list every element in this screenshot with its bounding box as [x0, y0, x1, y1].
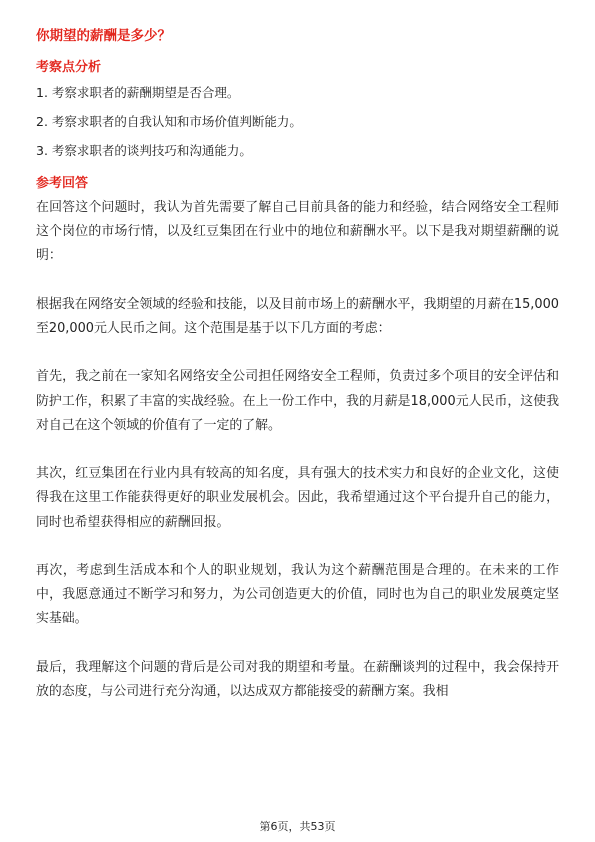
answer-paragraph-4: 其次，红豆集团在行业内具有较高的知名度，具有强大的技术实力和良好的企业文化，这使得我在这里工作能获得更好的职业发展机会。因此，我希望通过这个平台提升自己的能力，同时也希望获得相应的薪酬回报。 — [36, 466, 559, 530]
answer-paragraph-1: 在回答这个问题时，我认为首先需要了解自己目前具备的能力和经验，结合网络安全工程师这个岗位的市场行情，以及红豆集团在行业中的地位和薪酬水平。以下是我对期望薪酬的说明： — [36, 200, 559, 264]
answer-paragraph-3: 首先，我之前在一家知名网络安全公司担任网络安全工程师，负责过多个项目的安全评估和防护工作，积累了丰富的实战经验。在上一份工作中，我的月薪是18,000元人民币，这使我对自己在这个领域的价值有了一定的了解。 — [36, 369, 559, 433]
analysis-point-3: 3. 考察求职者的谈判技巧和沟通能力。 — [36, 143, 252, 158]
page-number-footer: 第6页，共53页 — [259, 820, 336, 833]
reference-answer — [36, 196, 559, 704]
analysis-heading: 考察点分析 — [36, 60, 102, 75]
answer-paragraph-5: 再次，考虑到生活成本和个人的职业规划，我认为这个薪酬范围是合理的。在未来的工作中，我愿意通过不断学习和努力，为公司创造更大的价值，同时也为自己的职业发展奠定坚实基础。 — [36, 562, 559, 627]
analysis-point-1: 1. 考察求职者的薪酬期望是否合理。 — [36, 85, 240, 100]
answer-paragraph-2: 根据我在网络安全领域的经验和技能，以及目前市场上的薪酬水平，我期望的月薪在15,000至20,000元人民币之间。这个范围是基于以下几方面的考虑： — [36, 296, 559, 336]
question-heading: 你期望的薪酬是多少？ — [36, 28, 171, 44]
reference-heading: 参考回答 — [36, 176, 89, 191]
analysis-point-2: 2. 考察求职者的自我认知和市场价值判断能力。 — [36, 114, 302, 129]
answer-paragraph-6: 最后，我理解这个问题的背后是公司对我的期望和考量。在薪酬谈判的过程中，我会保持开放的态度，与公司进行充分沟通，以达成双方都能接受的薪酬方案。我相 — [36, 659, 559, 699]
